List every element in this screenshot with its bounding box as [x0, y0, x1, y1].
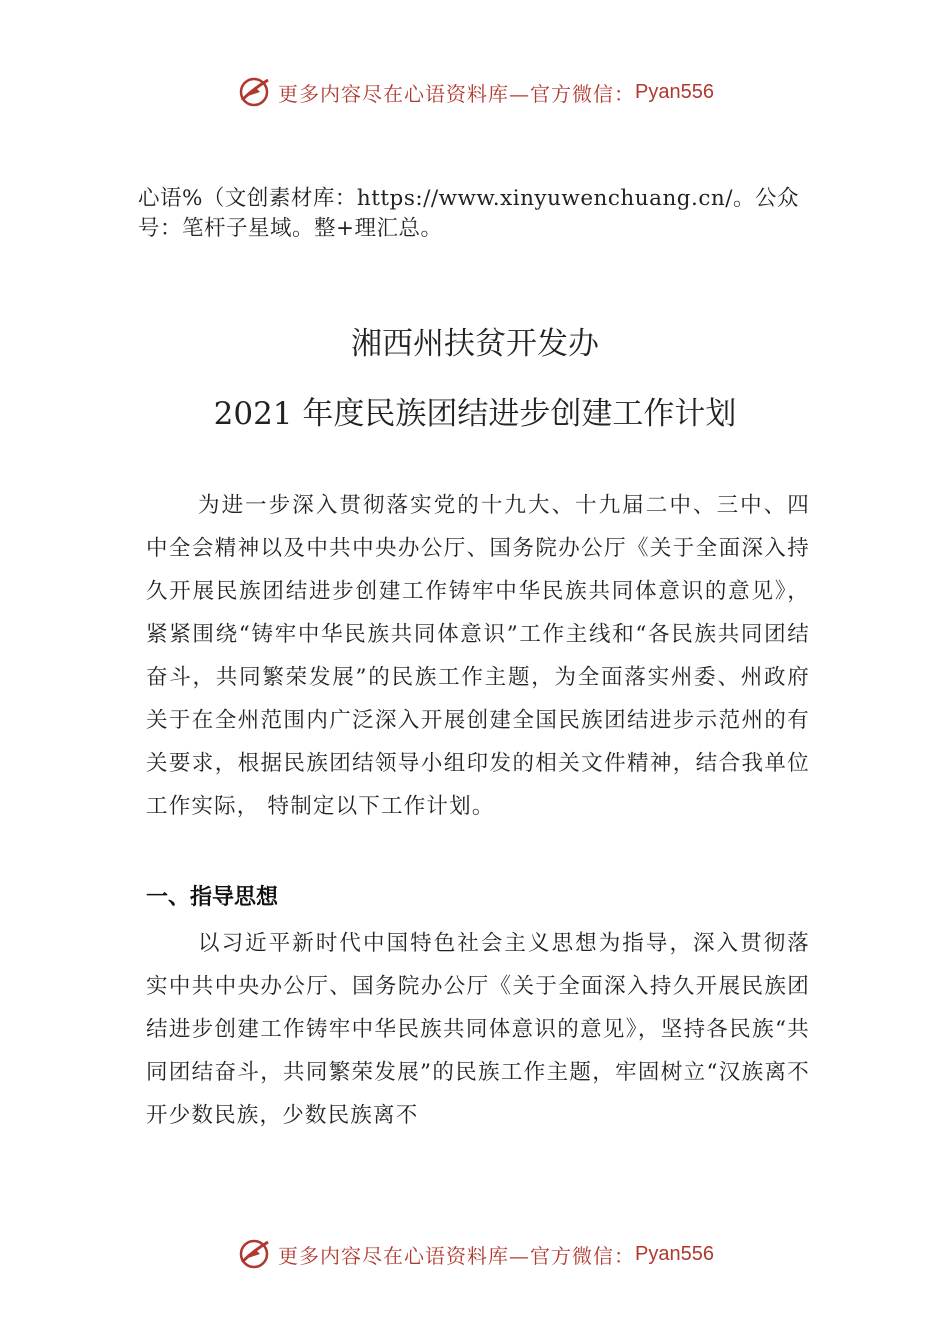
- source-note: 心语%（文创素材库：https://www.xinyuwenchuang.cn/。公众号：笔杆子星域。整+理汇总。: [138, 186, 800, 241]
- watermark-text: 更多内容尽在心语资料库—官方微信：: [278, 1243, 636, 1268]
- watermark-text: 更多内容尽在心语资料库—官方微信：: [278, 81, 636, 106]
- watermark-id: Pyan556: [635, 1242, 714, 1265]
- document-subtitle: 2021 年度民族团结进步创建工作计划: [213, 396, 737, 432]
- document-title: 湘西州扶贫开发办: [351, 326, 599, 362]
- watermark-id: Pyan556: [635, 80, 714, 103]
- watermark-header: [0, 74, 950, 110]
- watermark-footer: [0, 1236, 950, 1272]
- intro-paragraph: 为进一步深入贯彻落实党的十九大、十九届二中、三中、四中全会精神以及中共中央办公厅、国务院办公厅《关于全面深入持久开展民族团结进步创建工作铸牢中华民族共同体意识的意见》，紧紧围绕“铸牢中华民族共同体意识”工作主线和“各民族共同团结奋斗，共同繁荣发展”的民族工作主题，为全面落实州委、州政府关于在全州范围内广泛深入开展创建全国民族团结进步示范州的有关要求，根据民族团结领导小组印发的相关文件精神，结合我单位工作实际， 特制定以下工作计划。: [146, 493, 810, 819]
- logo-icon: [236, 1236, 272, 1272]
- section-heading: 一、指导思想: [146, 885, 279, 910]
- logo-icon: [236, 74, 272, 110]
- section-paragraph: 以习近平新时代中国特色社会主义思想为指导，深入贯彻落实中共中央办公厅、国务院办公厅《关于全面深入持久开展民族团结进步创建工作铸牢中华民族共同体意识的意见》，坚持各民族“共同团结奋斗，共同繁荣发展”的民族工作主题，牢固树立“汉族离不开少数民族，少数民族离不: [146, 931, 810, 1128]
